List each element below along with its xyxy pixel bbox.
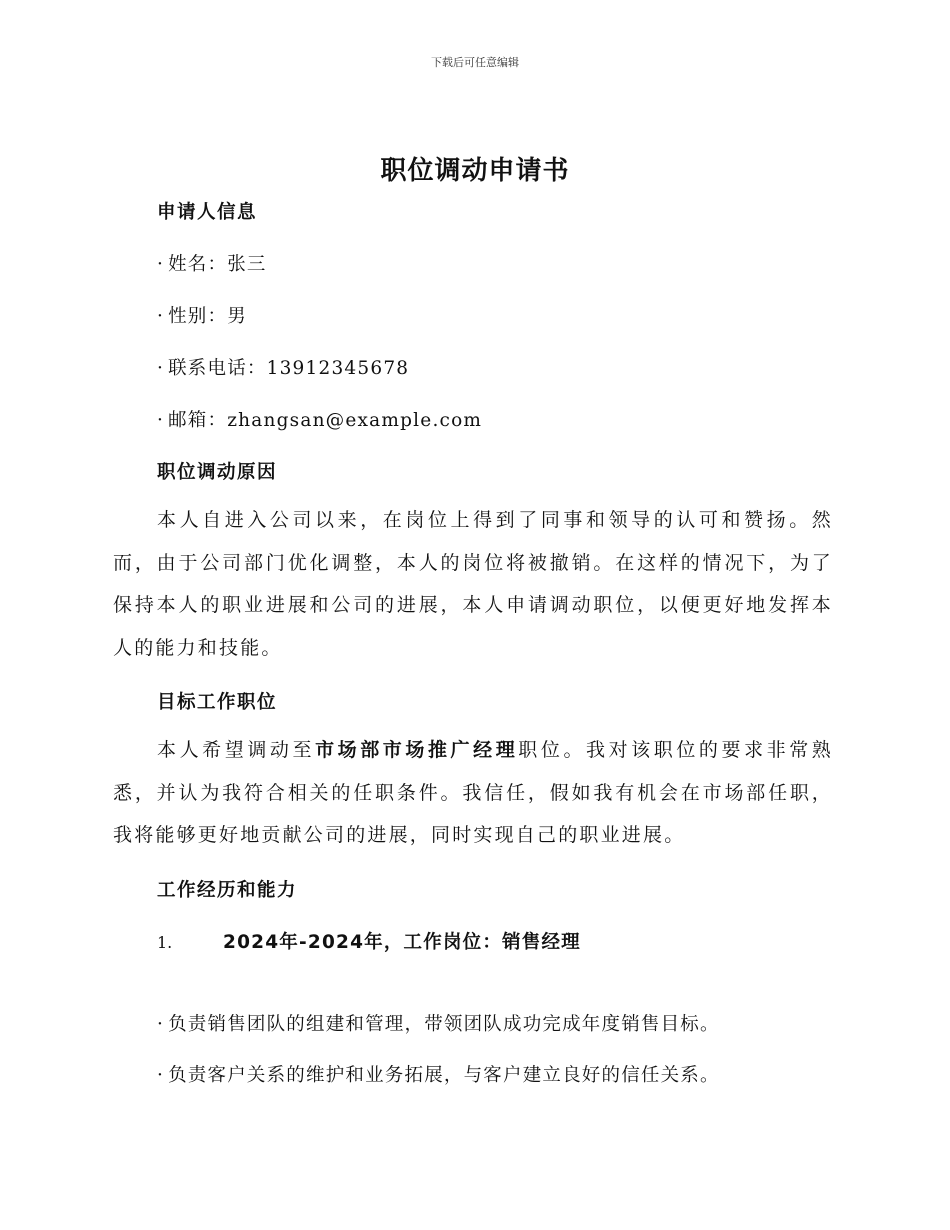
bullet-symbol: · [157, 358, 165, 379]
applicant-gender [157, 302, 247, 328]
bullet-symbol: · [157, 306, 165, 327]
target-paragraph-intro: 本人希望调动至 [157, 739, 316, 761]
applicant-info-heading: 申请人信息 [157, 202, 258, 223]
duty-text: 负责销售团队的组建和管理，带领团队成功完成年度销售目标。 [168, 1014, 720, 1035]
applicant-phone-text: 联系电话：13912345678 [168, 358, 410, 379]
applicant-gender-text: 性别：男 [168, 306, 247, 327]
applicant-name [157, 250, 267, 276]
bullet-symbol: · [157, 1014, 165, 1035]
job-number: 1. [157, 933, 173, 952]
experience-heading: 工作经历和能力 [157, 880, 298, 901]
bullet-symbol: · [157, 410, 165, 431]
applicant-email [157, 406, 482, 432]
duty-item [157, 1061, 720, 1087]
target-position-name: 市场部市场推广经理 [315, 739, 519, 761]
applicant-email-text: 邮箱：zhangsan@example.com [168, 410, 483, 431]
transfer-reason-heading: 职位调动原因 [157, 462, 278, 483]
applicant-phone [157, 354, 409, 380]
target-position-paragraph [113, 729, 833, 857]
document-title: 职位调动申请书 [380, 156, 570, 186]
duty-item [157, 1010, 720, 1036]
duty-text: 负责客户关系的维护和业务拓展，与客户建立良好的信任关系。 [168, 1065, 720, 1086]
job-title: 2024年-2024年，工作岗位：销售经理 [223, 932, 581, 953]
transfer-reason-paragraph: 本人自进入公司以来，在岗位上得到了同事和领导的认可和赞扬。然而，由于公司部门优化调整，本人的岗位将被撤销。在这样的情况下，为了保持本人的职业进展和公司的进展，本人申请调动职位，以便更好地发挥本人的能力和技能。 [113, 509, 833, 659]
bullet-symbol: · [157, 1065, 165, 1086]
target-paragraph-rest: 职位。我对该职位的要求非常熟悉，并认为我符合相关的任职条件。我信任，假如我有机会在市场部任职，我将能够更好地贡献公司的进展，同时实现自己的职业进展。 [113, 739, 833, 846]
applicant-name-text: 姓名：张三 [168, 254, 267, 275]
target-position-heading: 目标工作职位 [157, 692, 278, 713]
bullet-symbol: · [157, 254, 165, 275]
header-note: 下载后可任意编辑 [431, 56, 519, 69]
job-entry [157, 928, 581, 954]
